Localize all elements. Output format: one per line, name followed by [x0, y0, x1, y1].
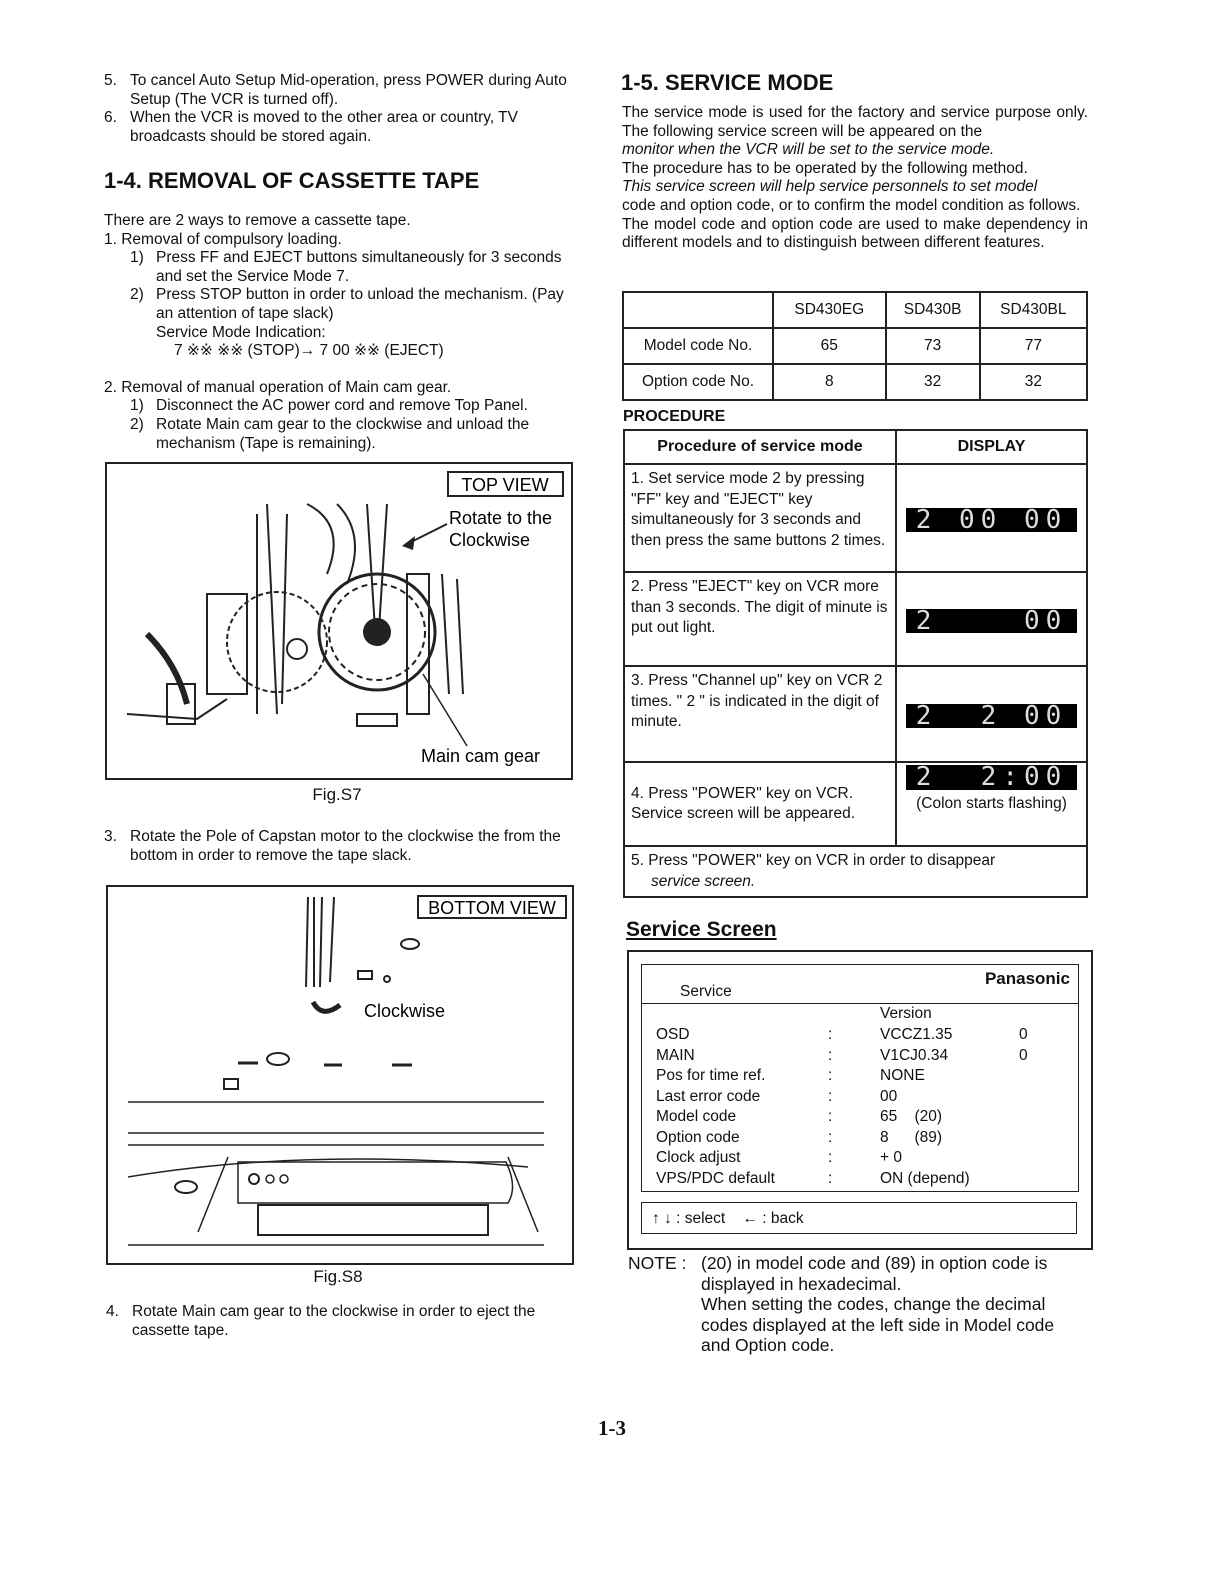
brand-logo: Panasonic [984, 969, 1070, 988]
service-info-row: Option code : 8 (89) [656, 1128, 943, 1146]
list-item: 4. Rotate Main cam gear to the clockwise in order to eject the cassette tape. [106, 1303, 536, 1339]
list-item: 6. When the VCR is moved to the other area or country, TV broadcasts should be stored again. [104, 109, 518, 145]
service-info-row: Pos for time ref. : NONE [656, 1067, 925, 1084]
mechanism-bottom-view-drawing [108, 887, 572, 1263]
list-item: 2) Rotate Main cam gear to the clockwise and unload the mechanism (Tape is remaining). [130, 415, 530, 452]
table-row: 1. Set service mode 2 by pressing "FF" key and "EJECT" key simultaneously for 3 seconds and then press the same buttons 2 times. 2 00 00 [624, 464, 1087, 572]
service-title: Service [680, 983, 732, 1000]
service-screen-box [627, 950, 1093, 1250]
section-heading-service-mode: 1-5. SERVICE MODE [621, 70, 834, 95]
fig7-rotate-line2: Clockwise [449, 530, 531, 550]
procedure-table [623, 429, 1088, 898]
vcr-display: 2 00 00 [906, 508, 1078, 533]
model-code-table [622, 291, 1088, 401]
removal-text: There are 2 ways to remove a cassette tape. 1. Removal of compulsory loading. 1) Press FF and EJECT buttons simultaneously for 3 seconds and set the Service Mode 7. 2) Press STOP button in order to unload the mechanism. (Pay an attention of tape slack) Service Mode Indication: 7 ※※ ※※ (STOP)→ 7 00 ※※ (EJECT) 2. Removal of manual operation of Main cam gear. 1) Disconnect the AC power cord and remove Top Panel. 2) Rotate Main cam gear to the clockwise and unload the mechanism (Tape is remaining). [104, 212, 574, 453]
vcr-display: 2 2:00 [906, 765, 1078, 790]
list-item: 1) Disconnect the AC power cord and remove Top Panel. [130, 397, 528, 415]
fig7-rotate-line1: Rotate to the [449, 508, 553, 528]
table-row: 3. Press "Channel up" key on VCR 2 times. " 2 " is indicated in the digit of minute. 2 2 00 [624, 666, 1087, 762]
service-mode-indication: 7 ※※ ※※ (STOP)→ 7 00 ※※ (EJECT) [174, 342, 444, 360]
fig7-cam-label: Main cam gear [421, 746, 541, 766]
mechanism-top-view-drawing [107, 464, 571, 778]
table-row: 2. Press "EJECT" key on VCR more than 3 seconds. The digit of minute is put out light. 2 00 [624, 572, 1087, 666]
figure-s7 [105, 462, 573, 780]
service-screen-panel [641, 964, 1079, 1192]
version-header: Version [880, 1005, 932, 1022]
page-number: 1-3 [598, 1416, 626, 1440]
service-screen-heading: Service Screen [626, 918, 777, 941]
section-heading-removal: 1-4. REMOVAL OF CASSETTE TAPE [104, 168, 480, 193]
table-row: 5. Press "POWER" key on VCR in order to disappear service screen. [624, 846, 1087, 897]
fig8-view-label: BOTTOM VIEW [428, 898, 556, 918]
list-item: 1) Press FF and EJECT buttons simultaneously for 3 seconds and set the Service Mode 7. [130, 249, 562, 285]
note-block: NOTE : (20) in model code and (89) in option code is displayed in hexadecimal. When setting the codes, change the decimal codes displayed at the left side in Model code and Option code. [628, 1253, 1055, 1355]
table-row: Model code No. 65 73 77 [623, 328, 1087, 364]
list-item: 2) Press STOP button in order to unload the mechanism. (Pay an attention of tape slack) [130, 286, 564, 322]
service-info-row: Last error code : 00 [656, 1087, 898, 1105]
figure-s8 [106, 885, 574, 1265]
fig8-clockwise-label: Clockwise [364, 1001, 446, 1021]
procedure-label: PROCEDURE [623, 408, 726, 425]
service-info-row: Clock adjust : + 0 [656, 1149, 902, 1166]
table-row: Option code No. 8 32 32 [623, 364, 1087, 400]
fig7-view-label: TOP VIEW [461, 475, 549, 495]
note-label: NOTE : [628, 1253, 687, 1273]
fig8-caption: Fig.S8 [313, 1267, 363, 1286]
service-info-row: VPS/PDC default : ON (depend) [656, 1169, 970, 1187]
service-info-row: OSD : VCCZ1.35 0 [656, 1026, 1028, 1043]
table-header-row: Procedure of service mode DISPLAY [624, 430, 1087, 464]
vcr-display: 2 00 [906, 609, 1078, 634]
list-item: 3. Rotate the Pole of Capstan motor to the clockwise the from the bottom in order to remove the tape slack. [104, 828, 561, 864]
table-row: 4. Press "POWER" key on VCR. Service screen will be appeared. 2 2:00 (Colon starts flashing) [624, 762, 1087, 846]
colon-note: (Colon starts flashing) [916, 794, 1067, 812]
service-info-row: Model code : 65 (20) [656, 1108, 943, 1125]
table-header-row: SD430EG SD430B SD430BL [623, 292, 1087, 328]
list-item: 5. To cancel Auto Setup Mid-operation, press POWER during Auto Setup (The VCR is turned off). [104, 72, 567, 108]
service-mode-description: The service mode is used for the factory and service purpose only. The following service screen will be appeared on the monitor when the VCR will be set to the service mode. The procedure has to be operated by the following method. This service screen will help service personnels to set model code and option code, or to confirm the model condition as follows. The model code and option code are used to make dependency in different models and to distinguish between different features. [622, 104, 1088, 252]
fig7-caption: Fig.S7 [312, 785, 362, 804]
service-nav-hint: ↑ ↓ : select ← : back [641, 1202, 1077, 1234]
intro-list [104, 72, 574, 146]
vcr-display: 2 2 00 [906, 704, 1078, 729]
service-info-list [656, 1025, 1076, 1189]
service-info-row: MAIN : V1CJ0.34 0 [656, 1046, 1028, 1064]
